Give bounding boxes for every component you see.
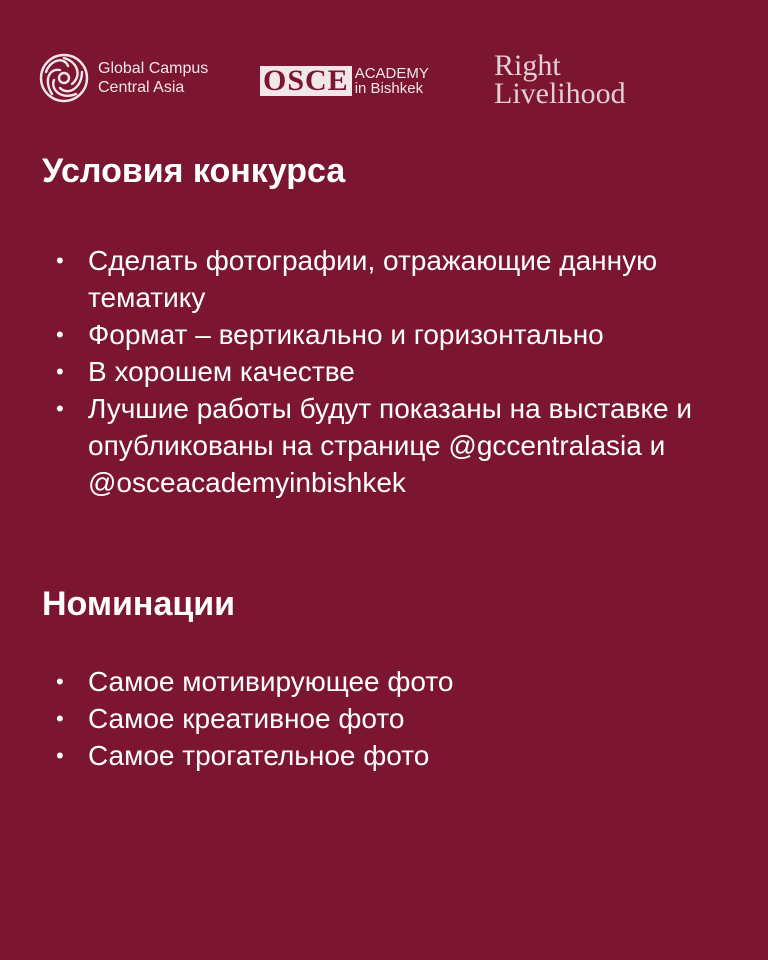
- global-campus-logo: [38, 52, 208, 104]
- list-item: [42, 316, 732, 353]
- nomination-text: Самое мотивирующее фото: [88, 666, 454, 697]
- condition-text: Сделать фотографии, отражающие данную тематику: [88, 245, 658, 313]
- gc-name-line2: Central Asia: [98, 79, 185, 96]
- osce-academy-logo: [260, 66, 429, 96]
- conditions-list: [42, 242, 732, 501]
- bullet-icon: •: [56, 396, 64, 421]
- bullet-icon: •: [56, 322, 64, 347]
- condition-text: В хорошем качестве: [88, 356, 355, 387]
- osce-wordmark: OSCE: [260, 66, 352, 96]
- nominations-heading: Номинации: [42, 585, 236, 623]
- bullet-icon: •: [56, 743, 64, 768]
- nominations-list: [42, 663, 732, 774]
- nomination-text: Самое креативное фото: [88, 703, 405, 734]
- nomination-text: Самое трогательное фото: [88, 740, 430, 771]
- list-item: [42, 700, 732, 737]
- bullet-icon: •: [56, 359, 64, 384]
- global-campus-swirl-icon: [38, 52, 90, 104]
- list-item: [42, 390, 732, 501]
- list-item: [42, 737, 732, 774]
- bullet-icon: •: [56, 248, 64, 273]
- list-item: [42, 663, 732, 700]
- gc-name-line1: Global Campus: [98, 60, 209, 77]
- rl-line1: Right: [494, 49, 561, 82]
- list-item: [42, 353, 732, 390]
- osce-academy-line1: ACADEMY: [354, 65, 429, 82]
- list-item: [42, 242, 732, 316]
- condition-text: Формат – вертикально и горизонтально: [88, 319, 604, 350]
- right-livelihood-logo: [494, 49, 626, 110]
- bullet-icon: •: [56, 669, 64, 694]
- bullet-icon: •: [56, 706, 64, 731]
- partner-logos: [38, 50, 738, 114]
- condition-text: Лучшие работы будут показаны на выставке и опубликованы на странице @gccentralasia и @osceacademyinbishkek: [88, 393, 692, 498]
- osce-academy-line2: in Bishkek: [354, 80, 424, 97]
- rl-line2: Livelihood: [494, 77, 626, 110]
- conditions-heading: Условия конкурса: [42, 152, 346, 190]
